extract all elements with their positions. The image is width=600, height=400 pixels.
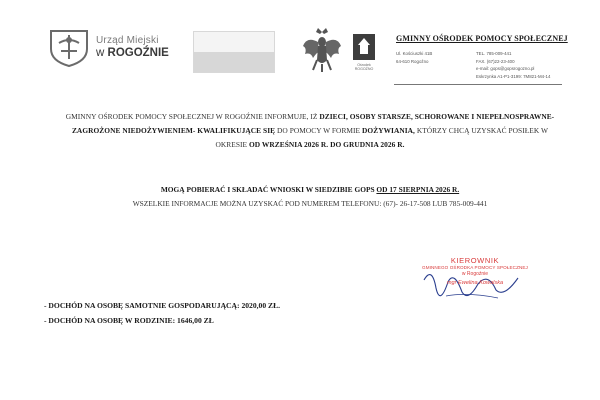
p1-period: OD WRZEŚNIA 2026 R. DO GRUDNIA 2026 R. <box>248 140 405 149</box>
p1-target-groups: DZIECI, OSOBY STARSZE, SCHOROWANE I NIEPEŁNOSPRAWNE- ZAGROŻONE NIEDOŻYWIENIEM- KWALIFIKUJĄCE SIĘ <box>71 112 555 135</box>
p2-phone-info: WSZELKIE INFORMACJE MOŻNA UZYSKAĆ POD NUMEREM TELEFONU: (67)- 26-17-508 LUB 785-009-441 <box>132 199 488 208</box>
stamp-location: w Rogoźnie <box>461 271 489 277</box>
letterhead <box>0 0 600 92</box>
address-city: 64-610 Rogoźno <box>396 58 429 64</box>
director-stamp <box>402 256 548 287</box>
p1-form-type: DOŻYWIANIA, <box>362 126 415 135</box>
office-name-prefix: w <box>96 47 105 59</box>
gops-logo-caption-line1: Ośrodek <box>357 63 371 67</box>
gops-logo-caption-line2: ROGOŹNO <box>354 66 374 71</box>
income-family-label: - DOCHÓD NA OSOBĘ W RODZINIE: <box>44 316 176 325</box>
stamp-institution: GMINNEGO OŚRODKA POMOCY SPOŁECZNEJ <box>422 265 528 270</box>
announcement-paragraph <box>60 110 560 152</box>
office-name-line2 <box>96 47 169 59</box>
p2-application-text: MOGĄ POBIERAĆ I SKŁADAĆ WNIOSKI W SIEDZIBIE GOPS <box>160 185 377 194</box>
stamp-name: mgr Ewelina Kowalska <box>446 280 504 286</box>
town-crest-logo <box>47 29 91 67</box>
income-family-value: 1646,00 ZŁ <box>175 316 214 325</box>
contact-fax: FAX. (67)22-23-400 <box>476 58 515 64</box>
office-name <box>96 35 169 59</box>
office-name-town: ROGOŹNIE <box>107 47 169 59</box>
p2-start-date: OD 17 SIERPNIA 2026 R. <box>376 185 460 194</box>
header-divider <box>394 84 562 85</box>
gops-contact <box>476 50 586 80</box>
contact-email: e-mail: gops@gopsrogozno.pl <box>476 66 535 71</box>
p1-form-text: DO POMOCY W FORMIE <box>275 126 363 135</box>
polish-eagle-emblem <box>301 26 343 74</box>
stamp-title: KIEROWNIK <box>450 256 500 265</box>
address-street: Ul. Kościuszki 41B <box>396 51 433 56</box>
list-item <box>44 298 280 313</box>
list-item <box>44 313 280 328</box>
gops-address <box>396 50 432 65</box>
contact-epuap: Eskrzynka A1-P1-3199: 7M821-M4-14 <box>476 73 551 79</box>
gops-title: GMINNY OŚRODEK POMOCY SPOŁECZNEJ <box>396 34 568 43</box>
p1-period-text: KTÓRZY CHCĄ UZYSKAĆ POSIŁEK W OKRESIE <box>215 126 549 149</box>
p1-intro: GMINNY OŚRODEK POMOCY SPOŁECZNEJ W ROGOŹNIE INFORMUJE, IŻ <box>65 112 320 121</box>
income-criteria-list <box>44 298 280 328</box>
gops-logo-caption <box>345 64 383 72</box>
income-single-label: - DOCHÓD NA OSOBĘ SAMOTNIE GOSPODARUJĄCĄ: <box>44 301 240 310</box>
office-name-line1: Urząd Miejski <box>96 35 159 46</box>
contact-phone: TEL. 785-009-441 <box>476 51 512 56</box>
polish-flag-image <box>193 31 275 73</box>
income-single-value: 2020,00 ZŁ. <box>239 301 281 310</box>
application-paragraph <box>60 183 560 211</box>
